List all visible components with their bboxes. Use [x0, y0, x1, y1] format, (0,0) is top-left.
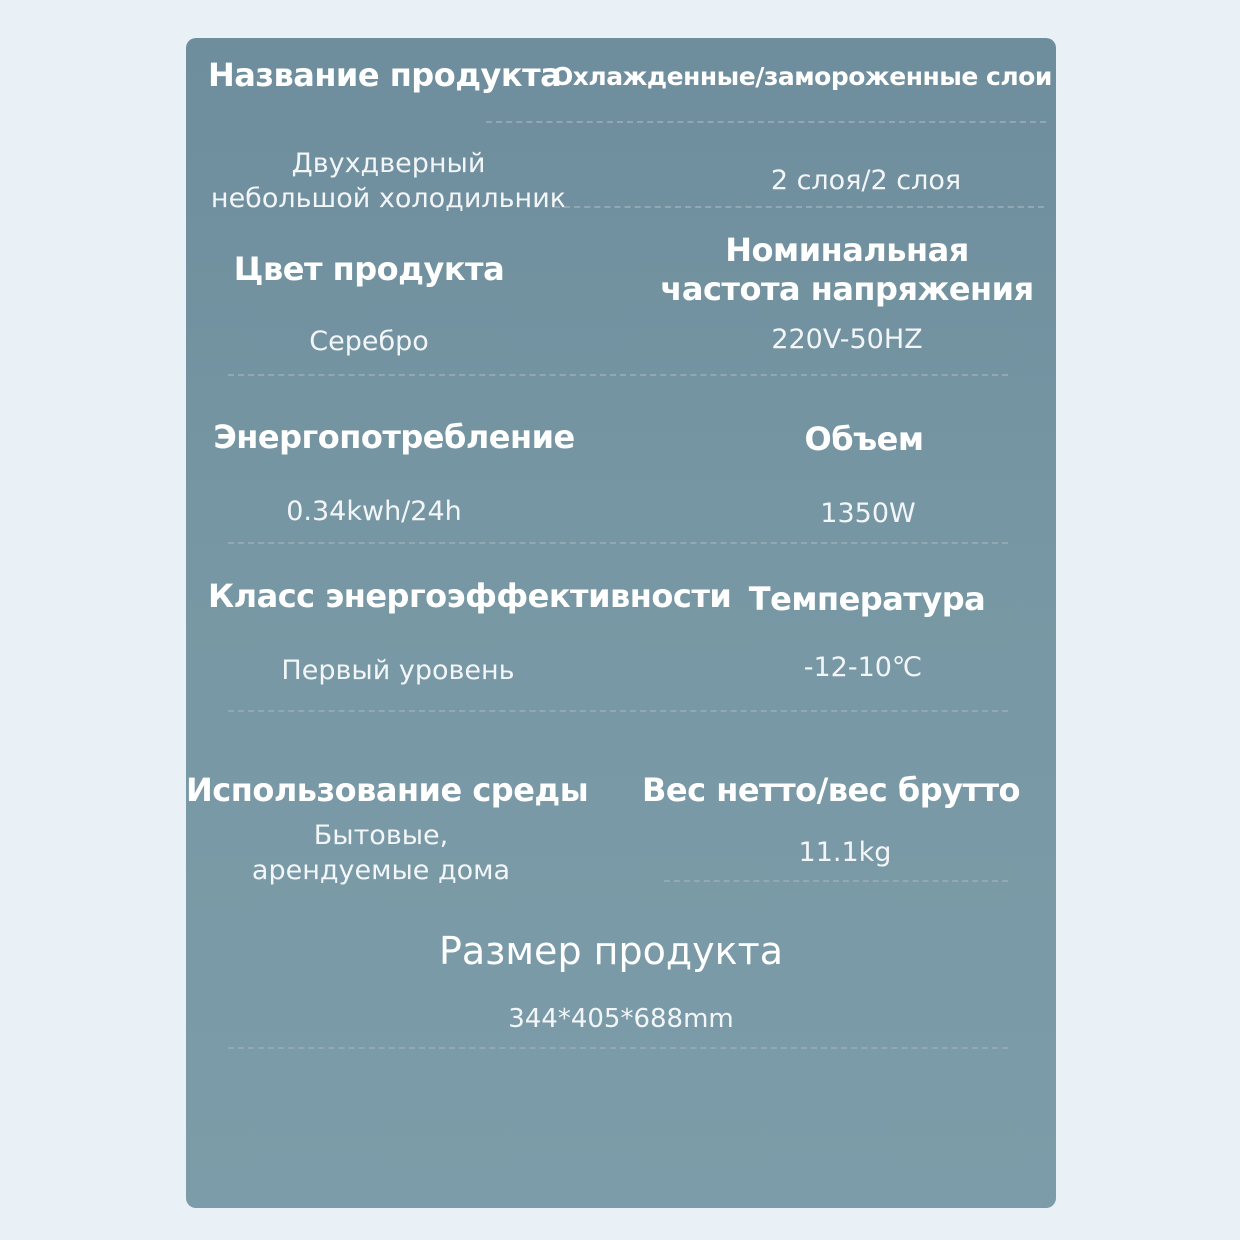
rated-value: 220V-50HZ [771, 324, 923, 355]
product-name-value: Охлажденные/замороженные слои [552, 62, 1052, 91]
divider [486, 121, 1046, 123]
model-line-1: Двухдверный [291, 148, 486, 179]
product-name-label: Название продукта [208, 56, 562, 94]
volume-value: 1350W [820, 498, 916, 529]
color-label: Цвет продукта [233, 250, 505, 288]
color-value: Серебро [309, 326, 429, 357]
divider [228, 710, 1008, 712]
model-line-2: небольшой холодильник [210, 183, 567, 214]
divider [664, 880, 1008, 882]
rated-label-line-2: частота напряжения [660, 270, 1034, 308]
divider [554, 206, 1044, 208]
weight-label: Вес нетто/вес брутто [642, 771, 1021, 809]
size-value: 344*405*688mm [508, 1004, 734, 1034]
divider [228, 542, 1008, 544]
usage-label: Использование среды [186, 771, 589, 809]
weight-value: 11.1kg [798, 837, 892, 868]
rated-label-line-1: Номинальная [725, 231, 969, 269]
energy-label: Энергопотребление [213, 418, 575, 456]
efficiency-label: Класс энергоэффективности [208, 577, 732, 615]
usage-value-line-2: арендуемые дома [251, 855, 511, 886]
divider [228, 1047, 1008, 1049]
divider [228, 374, 1008, 376]
size-label: Размер продукта [438, 929, 783, 973]
spec-card [186, 38, 1056, 1208]
energy-value: 0.34kwh/24h [286, 496, 462, 527]
volume-label: Объем [804, 420, 924, 458]
layers-value: 2 слоя/2 слоя [770, 165, 962, 196]
efficiency-value: Первый уровень [281, 655, 515, 686]
temperature-label: Температура [748, 580, 986, 618]
usage-value-line-1: Бытовые, [313, 820, 449, 851]
temperature-value: -12-10℃ [803, 652, 923, 683]
